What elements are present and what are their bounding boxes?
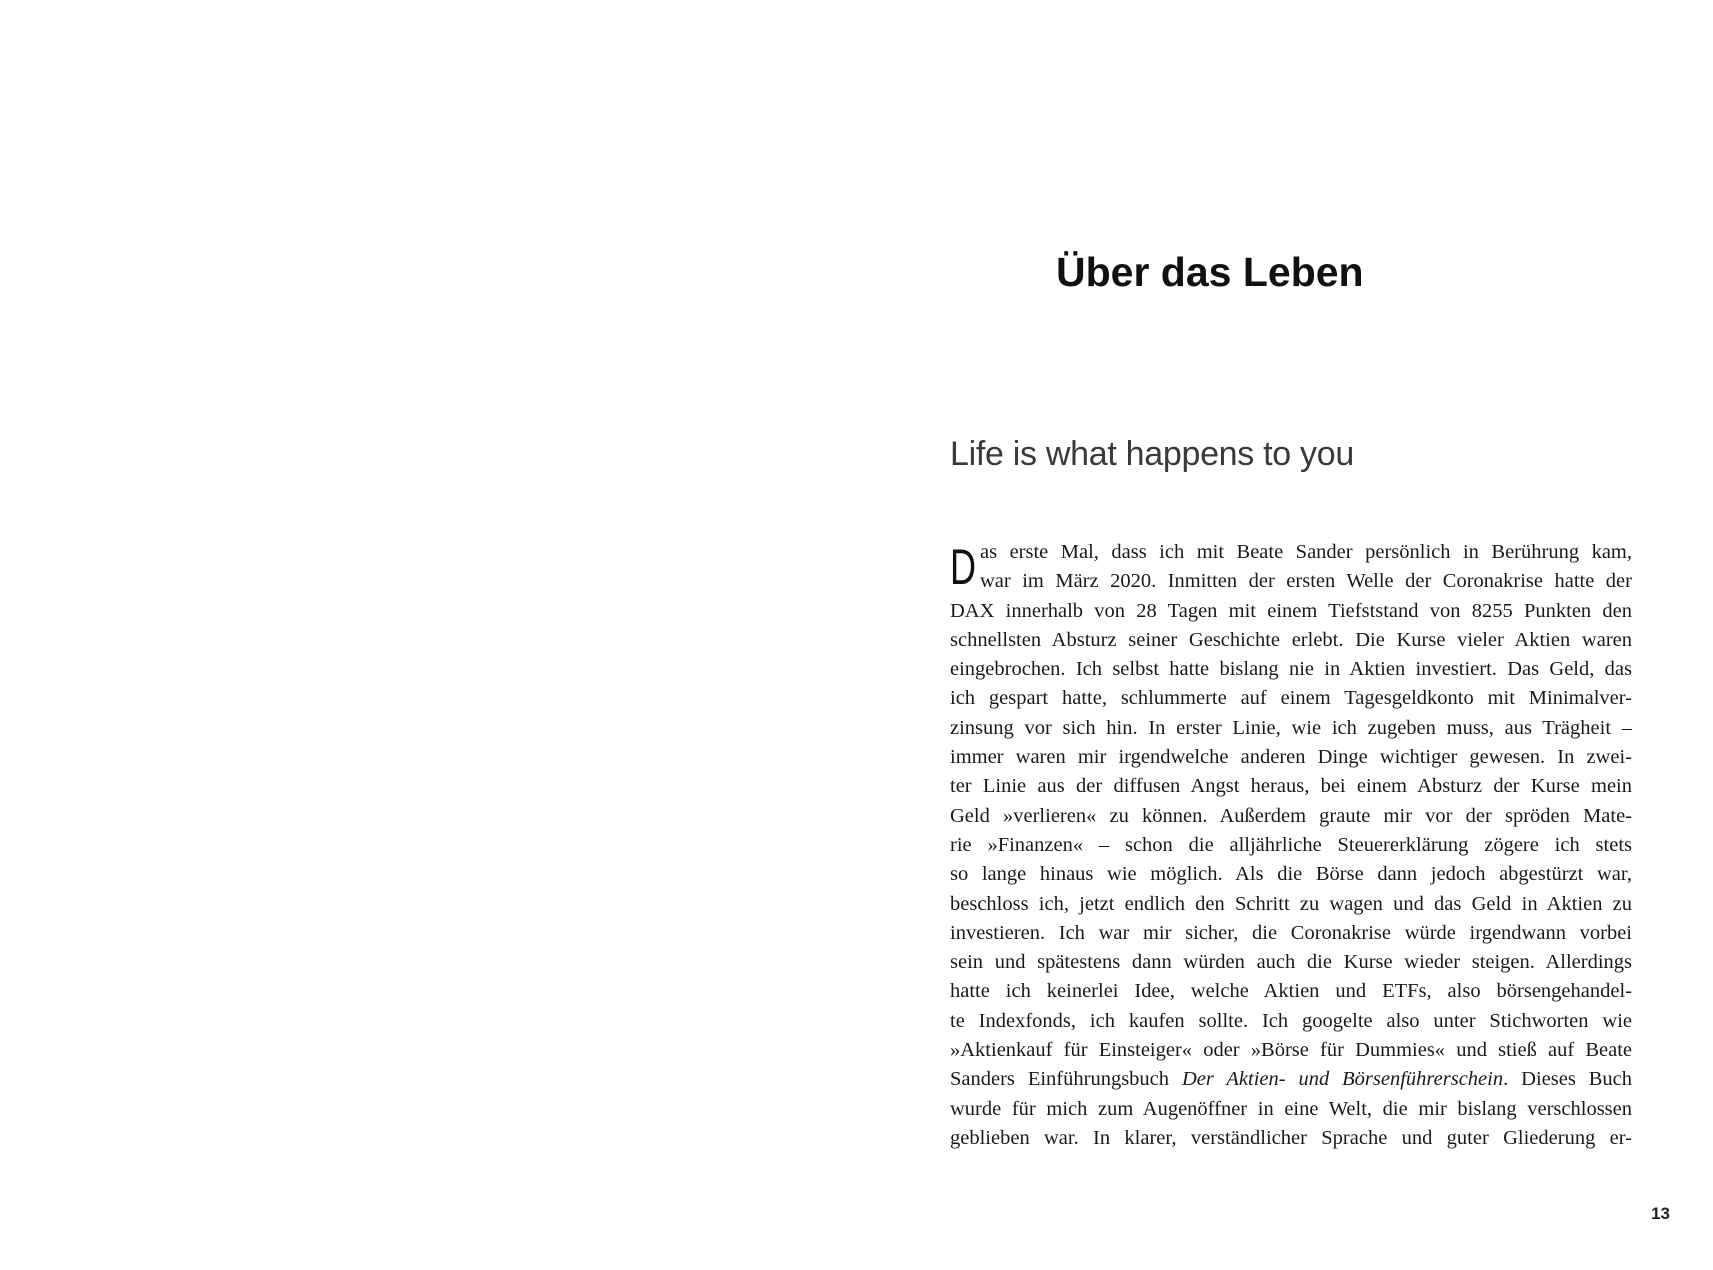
section-title: Life is what happens to you: [950, 435, 1354, 473]
body-line: immer waren mir irgendwelche anderen Dinge wichtiger gewesen. In zwei-: [950, 746, 1632, 769]
body-line: hatte ich keinerlei Idee, welche Aktien und ETFs, also börsengehandel-: [950, 980, 1632, 1003]
body-line: ter Linie aus der diffusen Angst heraus, bei einem Absturz der Kurse mein: [950, 775, 1632, 798]
body-line: te Indexfonds, ich kaufen sollte. Ich googelte also unter Stichworten wie: [950, 1009, 1632, 1032]
body-line: geblieben war. In klarer, verständlicher Sprache und guter Gliederung er-: [950, 1126, 1632, 1149]
body-line: investieren. Ich war mir sicher, die Coronakrise würde irgendwann vorbei: [950, 921, 1632, 944]
body-line-text: as erste Mal, dass ich mit Beate Sander persönlich in Berührung kam,: [980, 541, 1632, 563]
body-line-text: . Dieses Buch: [1503, 1068, 1632, 1091]
body-line: beschloss ich, jetzt endlich den Schritt zu wagen und das Geld in Aktien zu: [950, 892, 1632, 915]
body-line: wurde für mich zum Augenöffner in eine Welt, die mir bislang verschlossen: [950, 1097, 1632, 1120]
body-line: war im März 2020. Inmitten der ersten Welle der Coronakrise hatte der: [980, 570, 1632, 593]
chapter-title: Über das Leben: [1056, 249, 1364, 295]
body-line: ich gespart hatte, schlummerte auf einem Tagesgeldkonto mit Minimalver-: [950, 687, 1632, 710]
body-line-text: Sanders Einführungsbuch: [950, 1068, 1182, 1091]
body-line: Geld »verlieren« zu können. Außerdem graute mir vor der spröden Mate-: [950, 804, 1632, 827]
page-number: 13: [1651, 1204, 1670, 1223]
drop-cap: D: [950, 539, 976, 595]
body-line: eingebrochen. Ich selbst hatte bislang nie in Aktien investiert. Das Geld, das: [950, 658, 1632, 681]
body-line: so lange hinaus wie möglich. Als die Börse dann jedoch abgestürzt war,: [950, 863, 1632, 886]
body-paragraph: [950, 538, 1632, 1153]
book-title-italic: Der Aktien- und Börsenführerschein: [1181, 1068, 1504, 1091]
body-line: DAX innerhalb von 28 Tagen mit einem Tiefststand von 8255 Punkten den: [950, 599, 1632, 622]
body-line: [950, 1065, 1632, 1094]
body-line: sein und spätestens dann würden auch die Kurse wieder steigen. Allerdings: [950, 951, 1632, 974]
body-line: zinsung vor sich hin. In erster Linie, wie ich zugeben muss, aus Trägheit –: [950, 716, 1632, 739]
left-page-blank: [0, 0, 856, 1270]
body-line: »Aktienkauf für Einsteiger« oder »Börse für Dummies« und stieß auf Beate: [950, 1039, 1632, 1062]
body-line: rie »Finanzen« – schon die alljährliche Steuererklärung zögere ich stets: [950, 833, 1632, 856]
body-line: schnellsten Absturz seiner Geschichte erlebt. Die Kurse vieler Aktien waren: [950, 628, 1632, 651]
